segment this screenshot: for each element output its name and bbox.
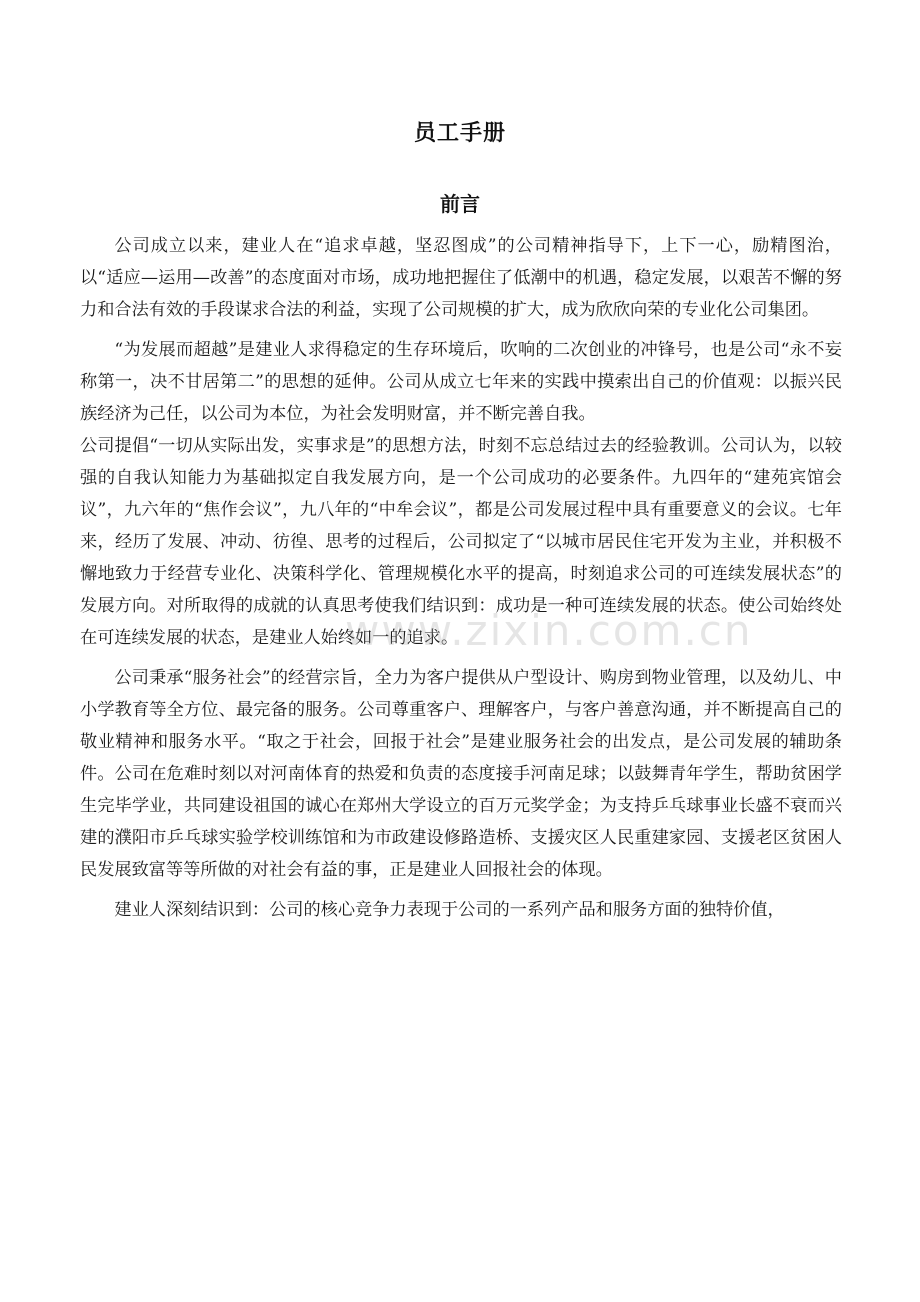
paragraph: 建业人深刻结识到：公司的核心竞争力表现于公司的一系列产品和服务方面的独特价值， — [114, 900, 785, 920]
section-title: 前言 — [440, 192, 480, 216]
document-body — [80, 230, 842, 926]
paragraph: 公司提倡“一切从实际出发，实事求是”的思想方法，时刻不忘总结过去的经验教训。公司认为，以较强的自我认知能力为基础拟定自我发展方向，是一个公司成功的必要条件。九四年的“建苑宾馆会议”，九六年的“焦作会议”，九八年的“中牟会议”，都是公司发展过程中具有重要意义的会议。七年来，经历了发展、冲动、彷徨、思考的过程后，公司拟定了“以城市居民住宅开发为主业，并积极不懈地致力于经营专业化、决策科学化、管理规模化水平的提高，时刻追求公司的可连续发展状态”的发展方向。对所取得的成就的认真思考使我们结识到：成功是一种可连续发展的状态。使公司始终处在可连续发展的状态，是建业人始终如一的追求。 — [80, 436, 842, 648]
document-title: 员工手册 — [413, 121, 506, 146]
paragraph: 公司成立以来，建业人在“追求卓越，坚忍图成”的公司精神指导下，上下一心，励精图治，以“适应—运用—改善”的态度面对市场，成功地把握住了低潮中的机遇，稳定发展，以艰苦不懈的努力和合法有效的手段谋求合法的利益，实现了公司规模的扩大，成为欣欣向荣的专业化公司集团。 — [80, 236, 842, 320]
paragraph: “为发展而超越”是建业人求得稳定的生存环境后，吹响的二次创业的冲锋号，也是公司“永不妄称第一，决不甘居第二”的思想的延伸。公司从成立七年来的实践中摸索出自己的价值观：以振兴民族经济为己任，以公司为本位，为社会发明财富，并不断完善自我。 — [80, 340, 842, 424]
watermark: www.zixin.com.cn — [345, 606, 753, 655]
paragraph: 公司秉承“服务社会”的经营宗旨，全力为客户提供从户型设计、购房到物业管理，以及幼儿、中小学教育等全方位、最完备的服务。公司尊重客户、理解客户，与客户善意沟通，并不断提高自己的敬业精神和服务水平。“取之于社会，回报于社会”是建业服务社会的出发点，是公司发展的辅助条件。公司在危难时刻以对河南体育的热爱和负责的态度接手河南足球；以鼓舞青年学生，帮助贫困学生完毕学业，共同建设祖国的诚心在郑州大学设立的百万元奖学金；为支持乒乓球事业长盛不衰而兴建的濮阳市乒乓球实验学校训练馆和为市政建设修路造桥、支援灾区人民重建家园、支援老区贫困人民发展致富等等所做的对社会有益的事，正是建业人回报社会的体现。 — [80, 668, 842, 880]
